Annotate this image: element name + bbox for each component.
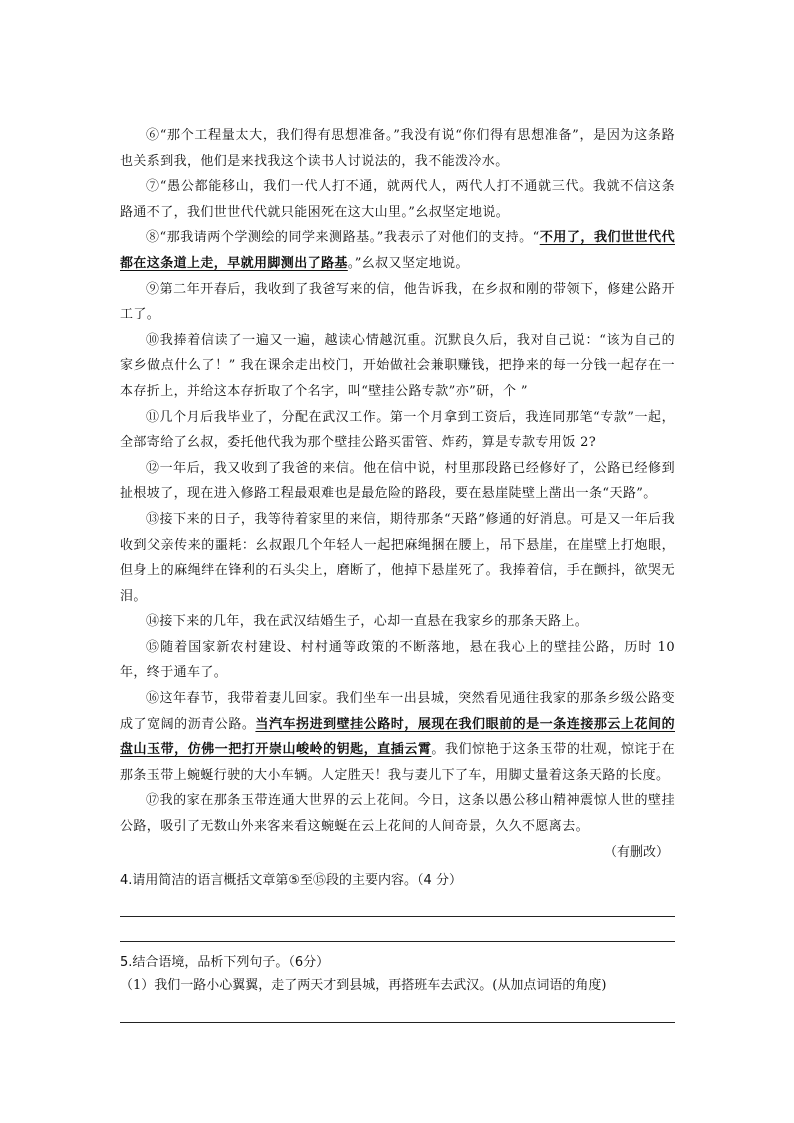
question-5: 5.结合语境，品析下列句子。（6分）	[120, 954, 330, 970]
paragraph-17: ⑰我的家在那条玉带连通大世界的云上花间。今日，这条以愚公移山精神震惊人世的壁挂公路，吸引了无数山外来客来看这蜿蜒在云上花间的人间奇景，久久不愿离去。	[120, 793, 675, 835]
paragraph-10: ⑩我捧着信读了一遍又一遍，越读心情越沉重。沉默良久后，我对自己说：“该为自己的家乡做点什么了！” 我在课余走出校门，开始做社会兼职赚钱，把挣来的每一分钱一起存在一本存折上，并给这本存折取了个名字，叫“壁挂公路专款”亦”研，个 ”	[120, 332, 675, 399]
reading-passage	[120, 123, 675, 1023]
answer-line-2[interactable]	[120, 917, 675, 942]
paragraph-8-tail: 。”幺叔又坚定地说。	[347, 255, 469, 271]
underlined-sentence-8: 不用了，我们世世代代都在这条道上走，早就用脚测出了路基	[120, 230, 675, 271]
paragraph-8	[120, 225, 675, 276]
underlined-sentence-16: 当汽车拐进到壁挂公路时，展现在我们眼前的是一条连接那云上花间的盘山玉带，仿佛一把打开崇山峻岭的钥匙，直插云霄	[120, 716, 675, 758]
source-note: （有删改）	[603, 844, 669, 860]
paragraph-16-tail: 。我们惊艳于这条玉带的壮观，惊诧于在那条玉带上蜿蜒行驶的大小车辆。人定胜天！我与妻儿下了车，用脚丈量着这条天路的长度。	[120, 742, 675, 783]
question-4: 4.请用简洁的语言概括文章第⑤至⑮段的主要内容。（4 分）	[120, 872, 462, 888]
paragraph-11: ⑪几个月后我毕业了，分配在武汉工作。第一个月拿到工资后，我连同那笔“专款”一起，全部寄给了幺叔，委托他代我为那个壁挂公路买雷管、炸药，算是专款专用饭 2?	[120, 409, 675, 451]
paragraph-12: ⑫一年后，我又收到了我爸的来信。他在信中说，村里那段路已经修好了，公路已经修到扯根坡了，现在进入修路工程最艰难也是最危险的路段，要在悬崖陡壁上凿出一条“天路”。	[120, 460, 675, 502]
paragraph-14: ⑭接下来的几年，我在武汉结婚生子，心却一直悬在我家乡的那条天路上。	[146, 614, 589, 630]
answer-line-3[interactable]	[120, 998, 675, 1023]
answer-line-1[interactable]	[120, 892, 675, 917]
paragraph-15: ⑮随着国家新农村建设、村村通等政策的不断落地，悬在我心上的壁挂公路，历时 10 年，终于通车了。	[120, 639, 675, 681]
paragraph-6: ⑥“那个工程量太大，我们得有思想准备。”我没有说“你们得有思想准备”，是因为这条路也关系到我，他们是来找我这个读书人讨说法的，我不能泼冷水。	[120, 128, 675, 169]
paragraph-9: ⑨第二年开春后，我收到了我爸写来的信，他告诉我，在乡叔和刚的带领下，修建公路开工了。	[120, 281, 675, 323]
question-5-part-1: （1）我们一路小心翼翼，走了两天才到县城，再搭班车去武汉。(从加点词语的角度)	[120, 977, 607, 993]
paragraph-16-text: ⑯这年春节，我带着妻儿回家。我们坐车一出县城，突然看见通往我家的那条乡级公路变成了宽阔的沥青公路。	[120, 691, 675, 732]
paragraph-8-text: ⑧“那我请两个学测绘的同学来测路基。”我表示了对他们的支持。“	[146, 230, 540, 246]
paragraph-16	[120, 686, 675, 788]
paragraph-13: ⑬接下来的日子，我等待着家里的来信，期待那条“天路”修通的好消息。可是又一年后我收到父亲传来的噩耗：幺叔跟几个年轻人一起把麻绳捆在腰上，吊下悬崖，在崖壁上打炮眼，但身上的麻绳绊在锋利的石头尖上，磨断了，他掉下悬崖死了。我捧着信，手在颤抖，欲哭无泪。	[120, 511, 675, 604]
paragraph-7: ⑦“愚公都能移山，我们一代人打不通，就两代人，两代人打不通就三代。我就不信这条路通不了，我们世世代代就只能困死在这大山里。”幺叔坚定地说。	[120, 179, 675, 220]
